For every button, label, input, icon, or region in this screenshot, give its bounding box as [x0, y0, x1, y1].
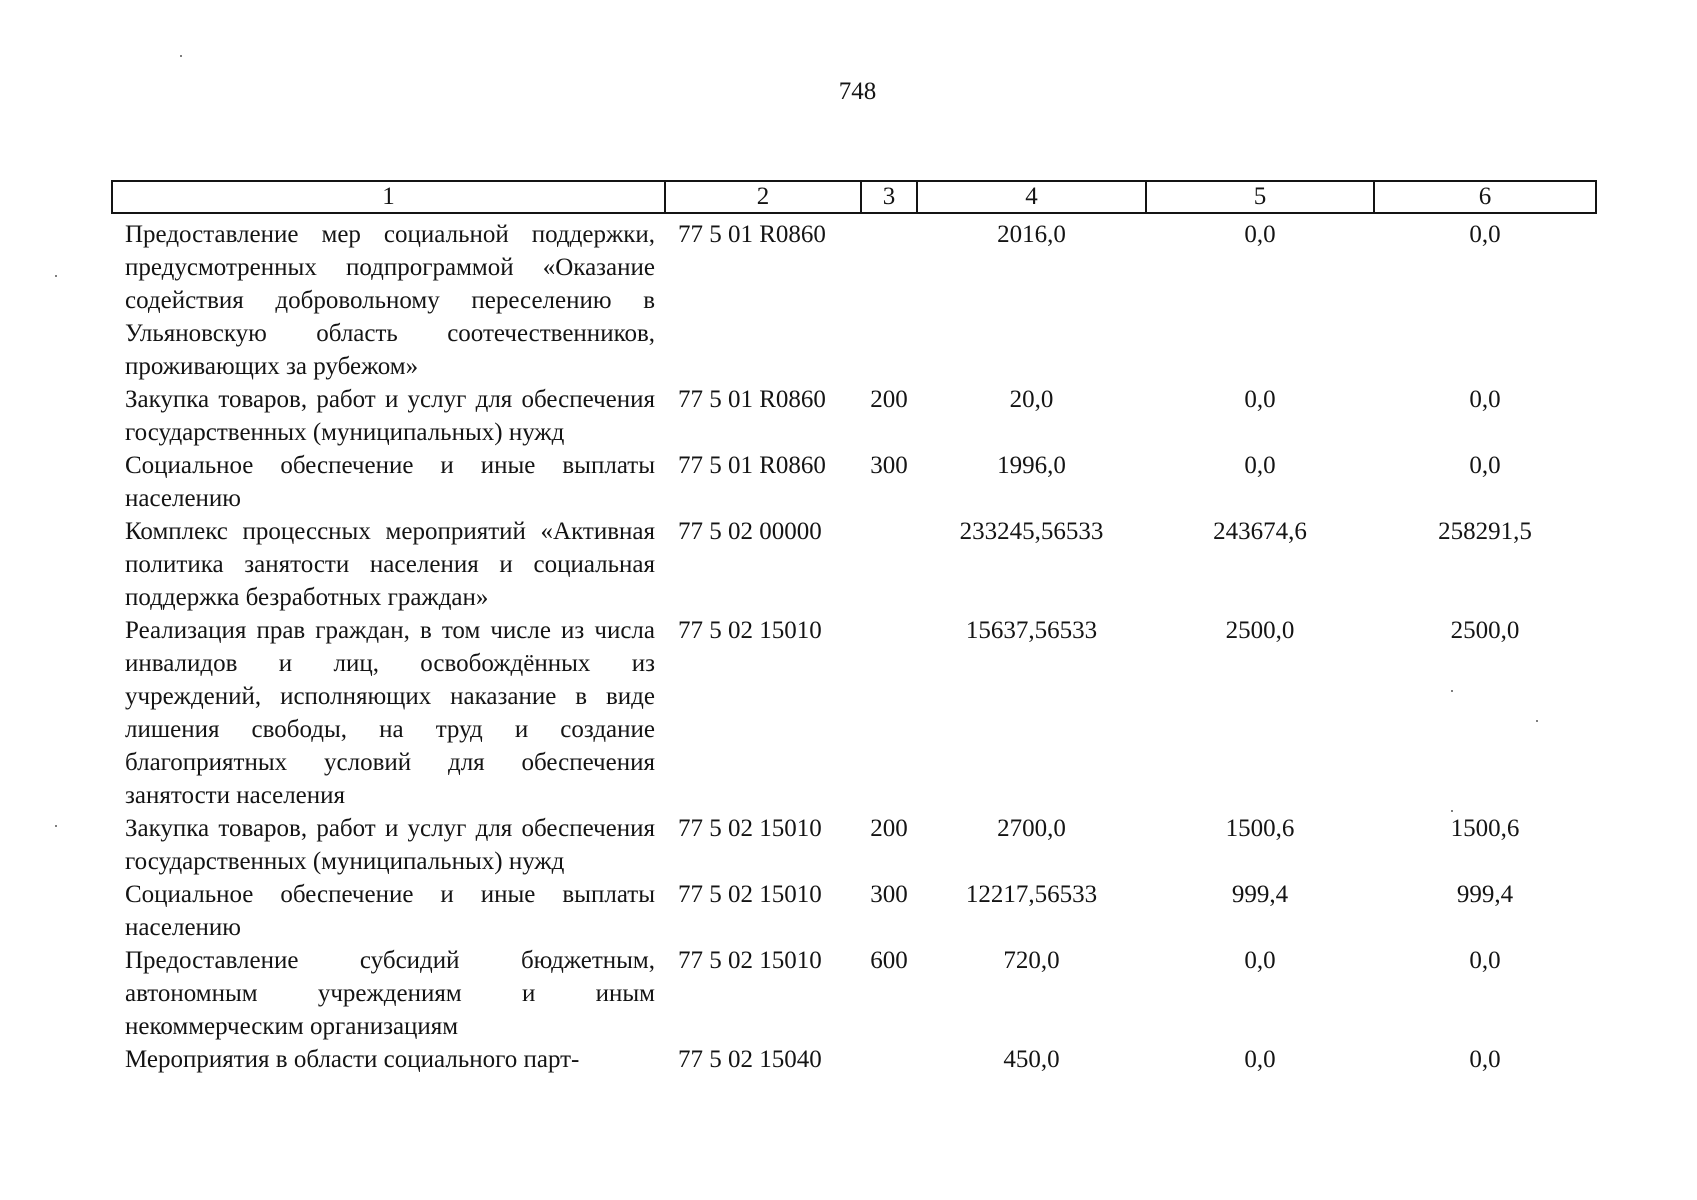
row-amount-col5: 0,0 — [1244, 386, 1276, 413]
header-col-5: 5 — [1146, 181, 1374, 213]
row-amount-col5: 0,0 — [1244, 221, 1276, 248]
scan-speck — [55, 825, 57, 827]
table-row — [112, 213, 1596, 383]
row-amount-col5: 999,4 — [1231, 881, 1289, 908]
row-name: Мероприятия в области социального парт- — [125, 1046, 580, 1073]
row-expense-type: 200 — [870, 386, 908, 413]
row-amount-col4: 233245,56533 — [959, 518, 1104, 545]
row-amount-col6: 0,0 — [1469, 452, 1501, 479]
row-name: Социальное обеспечение и иные выплаты населению — [125, 452, 655, 512]
scan-speck — [180, 55, 182, 57]
row-name: Социальное обеспечение и иные выплаты населению — [125, 881, 655, 941]
header-col-1: 1 — [112, 181, 665, 213]
row-amount-col4: 450,0 — [1003, 1046, 1060, 1073]
budget-table — [111, 180, 1597, 1076]
header-col-6: 6 — [1374, 181, 1596, 213]
row-code: 77 5 02 15010 — [678, 881, 822, 908]
header-col-4: 4 — [917, 181, 1146, 213]
table-row — [112, 812, 1596, 878]
row-name: Предоставление субсидий бюджетным, автономным учреждениям и иным некоммерческим организациям — [125, 947, 655, 1040]
row-expense-type — [861, 614, 917, 812]
row-amount-col5: 0,0 — [1244, 1046, 1276, 1073]
row-code: 77 5 01 R0860 — [678, 221, 826, 248]
row-amount-col4: 12217,56533 — [965, 881, 1098, 908]
row-amount-col4: 2700,0 — [997, 815, 1066, 842]
row-amount-col6: 0,0 — [1469, 1046, 1501, 1073]
row-name: Закупка товаров, работ и услуг для обеспечения государственных (муниципальных) нужд — [125, 815, 655, 875]
row-amount-col6: 0,0 — [1469, 221, 1501, 248]
row-code: 77 5 02 15010 — [678, 617, 822, 644]
row-name: Комплекс процессных мероприятий «Активная политика занятости населения и социальная поддержка безработных граждан» — [125, 518, 655, 611]
row-code: 77 5 01 R0860 — [678, 452, 826, 479]
row-expense-type: 200 — [870, 815, 908, 842]
row-code: 77 5 01 R0860 — [678, 386, 826, 413]
row-amount-col5: 243674,6 — [1213, 518, 1307, 545]
row-amount-col6: 2500,0 — [1450, 617, 1520, 644]
row-expense-type — [861, 515, 917, 614]
scan-speck — [1451, 690, 1453, 692]
row-amount-col5: 1500,6 — [1225, 815, 1295, 842]
scan-speck — [1451, 810, 1453, 812]
row-amount-col4: 1996,0 — [997, 452, 1066, 479]
row-expense-type: 300 — [870, 452, 908, 479]
row-code: 77 5 02 00000 — [678, 518, 822, 545]
scan-speck — [1536, 720, 1538, 722]
row-amount-col6: 1500,6 — [1450, 815, 1520, 842]
row-amount-col4: 720,0 — [1003, 947, 1060, 974]
row-amount-col4: 15637,56533 — [965, 617, 1098, 644]
header-col-3: 3 — [861, 181, 917, 213]
row-amount-col5: 0,0 — [1244, 947, 1276, 974]
table-row — [112, 449, 1596, 515]
row-name: Закупка товаров, работ и услуг для обеспечения государственных (муниципальных) нужд — [125, 386, 655, 446]
table-row — [112, 1043, 1596, 1076]
row-amount-col4: 20,0 — [1009, 386, 1054, 413]
table-row — [112, 383, 1596, 449]
table-body — [112, 213, 1596, 1076]
table-row — [112, 515, 1596, 614]
table-header — [112, 181, 1596, 213]
table-row — [112, 944, 1596, 1043]
row-code: 77 5 02 15010 — [678, 815, 822, 842]
header-col-2: 2 — [665, 181, 861, 213]
row-expense-type — [861, 213, 917, 383]
scan-speck — [55, 275, 57, 277]
row-expense-type: 300 — [870, 881, 908, 908]
table-row — [112, 614, 1596, 812]
row-expense-type: 600 — [870, 947, 908, 974]
row-expense-type — [861, 1043, 917, 1076]
row-name: Реализация прав граждан, в том числе из числа инвалидов и лиц, освобождённых из учреждений, исполняющих наказание в виде лишения свободы, на труд и создание благоприятных условий для обеспечения занятости населения — [125, 617, 655, 809]
row-code: 77 5 02 15010 — [678, 947, 822, 974]
row-amount-col6: 999,4 — [1456, 881, 1514, 908]
row-amount-col6: 0,0 — [1469, 386, 1501, 413]
row-code: 77 5 02 15040 — [678, 1046, 822, 1073]
row-amount-col4: 2016,0 — [997, 221, 1066, 248]
row-amount-col6: 258291,5 — [1438, 518, 1532, 545]
row-name: Предоставление мер социальной поддержки, предусмотренных подпрограммой «Оказание содействия добровольному переселению в Ульяновскую область соотечественников, проживающих за рубежом» — [125, 221, 655, 380]
table-row — [112, 878, 1596, 944]
row-amount-col5: 0,0 — [1244, 452, 1276, 479]
row-amount-col6: 0,0 — [1469, 947, 1501, 974]
row-amount-col5: 2500,0 — [1225, 617, 1295, 644]
header-row — [112, 181, 1596, 213]
page-number: 748 — [838, 78, 877, 105]
